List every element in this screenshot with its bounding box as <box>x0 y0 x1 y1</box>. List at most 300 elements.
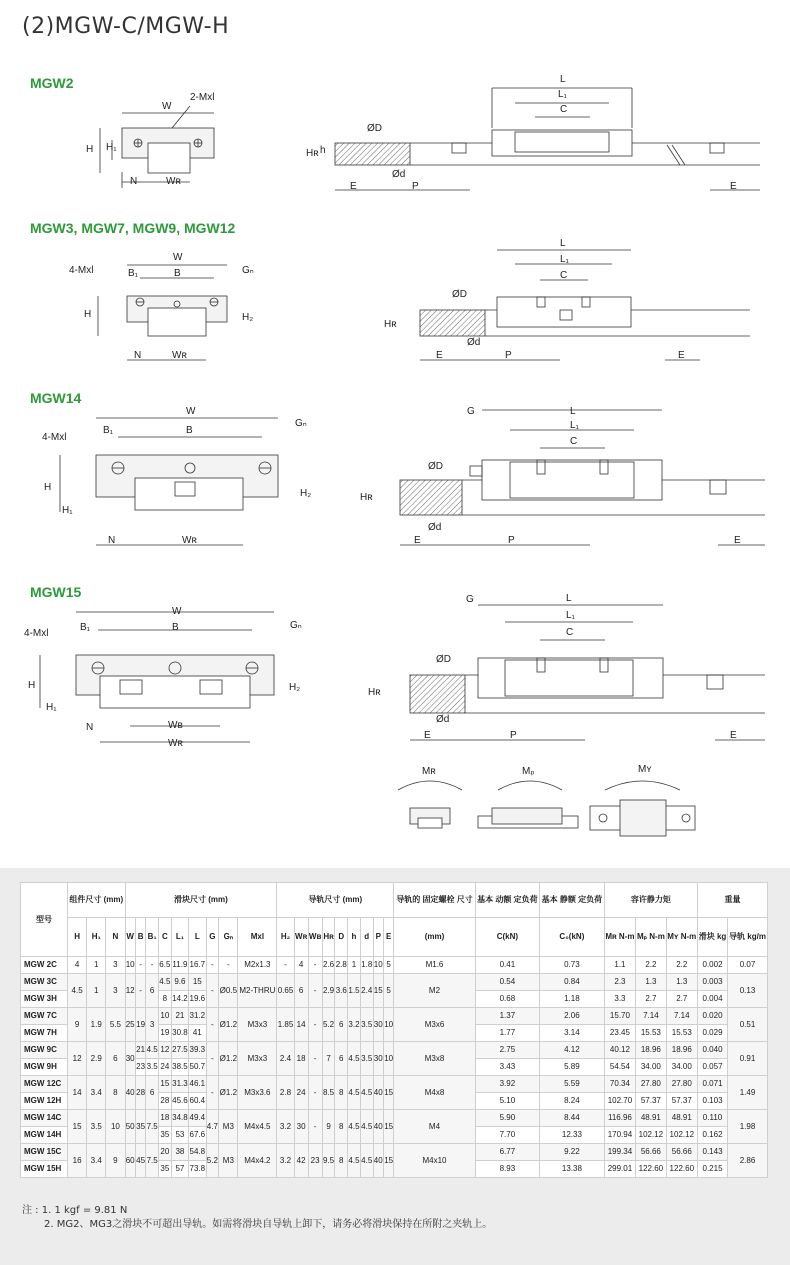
th-block: 滑块尺寸 (mm) <box>125 883 277 918</box>
table-cell: 14 <box>294 1008 308 1042</box>
table-cell: 23 <box>135 1059 145 1076</box>
table-cell: 25 <box>125 1008 135 1042</box>
table-cell: - <box>206 1008 219 1042</box>
dim-e2: E <box>734 535 741 546</box>
table-cell: 3.2 <box>277 1110 294 1144</box>
dim-l1: L₁ <box>558 89 567 100</box>
table-cell: 6 <box>335 1042 348 1076</box>
table-cell: 2.2 <box>666 957 698 974</box>
table-cell: 3.6 <box>335 974 348 1008</box>
table-cell: 10 <box>373 957 383 974</box>
table-cell: 4.5 <box>348 1144 361 1178</box>
table-row <box>21 1076 768 1093</box>
table-cell: 0.162 <box>698 1127 728 1144</box>
model-cell: MGW 15H <box>21 1161 68 1178</box>
table-cell: 40 <box>125 1076 135 1110</box>
table-cell: 1 <box>348 957 361 974</box>
table-cell: 2.6 <box>322 957 335 974</box>
table-cell: 8 <box>335 1076 348 1110</box>
table-cell: M4x4.2 <box>238 1144 277 1178</box>
table-cell: 30.8 <box>171 1025 188 1042</box>
th-col: Mxl <box>238 918 277 957</box>
table-cell: 0.029 <box>698 1025 728 1042</box>
table-cell: 8 <box>106 1076 125 1110</box>
table-cell: 18 <box>294 1042 308 1076</box>
table-cell: 10 <box>159 1008 172 1025</box>
table-cell: 35 <box>159 1161 172 1178</box>
spec-table <box>20 882 768 1178</box>
table-cell: 4 <box>68 957 87 974</box>
table-cell: 27.80 <box>636 1076 666 1093</box>
table-cell: 2.7 <box>666 991 698 1008</box>
table-cell: - <box>308 974 322 1008</box>
table-cell: 3.14 <box>540 1025 605 1042</box>
table-cell: - <box>308 1110 322 1144</box>
th-col: H₁ <box>87 918 106 957</box>
th-bolt: 导轨的 固定螺栓 尺寸 <box>394 883 475 918</box>
dim-wr: Wʀ <box>166 176 181 187</box>
th-col: Mʀ N-m <box>604 918 636 957</box>
moment-my-label: Mʏ <box>638 764 652 775</box>
section-label-mgw2: MGW2 <box>30 75 74 91</box>
table-cell: 1.77 <box>475 1025 540 1042</box>
dim-smalld: Ød <box>467 337 481 348</box>
table-cell: 15 <box>373 974 383 1008</box>
table-cell: 57 <box>171 1161 188 1178</box>
table-cell: 3 <box>106 974 125 1008</box>
table-cell: 39.3 <box>189 1042 206 1059</box>
table-cell: 4.5 <box>348 1110 361 1144</box>
dim-c: C <box>560 270 568 281</box>
table-cell: 1 <box>87 957 106 974</box>
table-cell: 4.7 <box>206 1110 219 1144</box>
table-cell: M2 <box>394 974 475 1008</box>
table-cell: M2-THRU <box>238 974 277 1008</box>
table-cell: M4x8 <box>394 1076 475 1110</box>
table-cell: 15 <box>68 1110 87 1144</box>
dim-e2: E <box>730 730 737 741</box>
dim-l: L <box>566 593 572 604</box>
table-cell: 34.00 <box>636 1059 666 1076</box>
table-cell: 7.5 <box>146 1110 159 1144</box>
th-col: C₀(kN) <box>540 918 605 957</box>
dim-l1: L₁ <box>570 420 579 431</box>
table-cell: 45 <box>135 1144 145 1178</box>
table-cell: 9 <box>322 1110 335 1144</box>
dim-smalld: Ød <box>436 714 450 725</box>
dim-hr: Hʀ <box>306 148 319 159</box>
table-cell: 7.5 <box>146 1144 159 1178</box>
table-cell: 21 <box>135 1042 145 1059</box>
table-cell: 57.37 <box>666 1093 698 1110</box>
table-cell: - <box>308 1008 322 1042</box>
table-cell: M3x3 <box>238 1042 277 1076</box>
spec-table-panel <box>0 868 790 1265</box>
table-cell: 3.2 <box>277 1144 294 1178</box>
dim-h: H <box>84 309 92 320</box>
table-cell: 2.3 <box>604 974 636 991</box>
table-cell: 1.49 <box>728 1076 768 1110</box>
mgw14-side-view <box>400 410 765 545</box>
table-cell: 0.73 <box>540 957 605 974</box>
table-cell: 6 <box>146 974 159 1008</box>
moment-diagrams <box>398 781 695 836</box>
table-cell: 11.9 <box>171 957 188 974</box>
dim-smalld: Ød <box>428 522 442 533</box>
model-cell: MGW 14C <box>21 1110 68 1127</box>
table-row <box>21 1110 768 1127</box>
table-cell: 12.33 <box>540 1127 605 1144</box>
dim-mxl: 4-Mxl <box>42 432 67 443</box>
table-cell: 10 <box>125 957 135 974</box>
model-cell: MGW 12H <box>21 1093 68 1110</box>
table-cell: 1.9 <box>87 1008 106 1042</box>
table-cell: 3.4 <box>87 1076 106 1110</box>
table-cell: - <box>308 957 322 974</box>
dim-p: P <box>505 350 512 361</box>
table-cell: 3.43 <box>475 1059 540 1076</box>
table-cell: 49.4 <box>189 1110 206 1127</box>
table-cell: 48.91 <box>666 1110 698 1127</box>
dim-p: P <box>510 730 517 741</box>
table-cell: 1.37 <box>475 1008 540 1025</box>
table-cell: 1.3 <box>636 974 666 991</box>
table-cell: 41 <box>189 1025 206 1042</box>
table-cell: 15 <box>159 1076 172 1093</box>
table-cell: Ø1.2 <box>219 1008 238 1042</box>
table-cell: 40 <box>373 1144 383 1178</box>
table-cell: M3x8 <box>394 1042 475 1076</box>
table-row <box>21 1008 768 1025</box>
model-cell: MGW 3H <box>21 991 68 1008</box>
table-cell: 28 <box>135 1076 145 1110</box>
th-col: d <box>360 918 373 957</box>
table-cell: 27.5 <box>171 1042 188 1059</box>
table-cell: 6.77 <box>475 1144 540 1161</box>
table-cell: 1 <box>87 974 106 1008</box>
dim-b1: B₁ <box>128 268 139 279</box>
model-cell: MGW 9H <box>21 1059 68 1076</box>
table-cell: 6 <box>146 1076 159 1110</box>
table-cell: 5.10 <box>475 1093 540 1110</box>
table-cell: 15 <box>383 1110 393 1144</box>
dim-hr: Hʀ <box>384 319 397 330</box>
model-cell: MGW 2C <box>21 957 68 974</box>
table-cell: 5 <box>383 974 393 1008</box>
dim-b1: B₁ <box>80 622 91 633</box>
th-col: h <box>348 918 361 957</box>
table-cell: - <box>308 1076 322 1110</box>
table-cell: 30 <box>125 1042 135 1076</box>
dim-smalld: Ød <box>392 169 406 180</box>
table-cell: 1.3 <box>666 974 698 991</box>
table-cell: 116.96 <box>604 1110 636 1127</box>
dim-b: B <box>186 425 193 436</box>
table-cell: 2.7 <box>636 991 666 1008</box>
table-cell: 6 <box>294 974 308 1008</box>
table-cell: 54.54 <box>604 1059 636 1076</box>
table-row <box>21 1144 768 1161</box>
mgw2-end-view <box>100 106 214 188</box>
table-cell: 40 <box>373 1076 383 1110</box>
table-cell: 12 <box>125 974 135 1008</box>
th-sta: 基本 静额 定负荷 <box>540 883 605 918</box>
table-cell: 2.4 <box>360 974 373 1008</box>
table-cell: Ø1.2 <box>219 1042 238 1076</box>
table-cell: 60.4 <box>189 1093 206 1110</box>
th-assembly: 组件尺寸 (mm) <box>68 883 126 918</box>
table-cell: 50 <box>125 1110 135 1144</box>
table-cell: 4.5 <box>348 1042 361 1076</box>
table-cell: 57.37 <box>636 1093 666 1110</box>
table-cell: 10 <box>106 1110 125 1144</box>
table-cell: 46.1 <box>189 1076 206 1093</box>
table-cell: 5.2 <box>206 1144 219 1178</box>
table-cell: 16.7 <box>189 957 206 974</box>
table-cell: 0.004 <box>698 991 728 1008</box>
table-cell: 15.70 <box>604 1008 636 1025</box>
table-cell: 6 <box>106 1042 125 1076</box>
dim-n: N <box>86 722 94 733</box>
dim-h2: H₂ <box>300 488 312 499</box>
table-cell: 0.002 <box>698 957 728 974</box>
table-cell: 56.66 <box>666 1144 698 1161</box>
dim-e2: E <box>678 350 685 361</box>
th-col: D <box>335 918 348 957</box>
dim-c: C <box>560 104 568 115</box>
table-cell: 8.44 <box>540 1110 605 1127</box>
th-moment: 容许静力矩 <box>604 883 697 918</box>
dim-h: H <box>86 144 94 155</box>
table-cell: 4.5 <box>360 1144 373 1178</box>
table-cell: 30 <box>373 1042 383 1076</box>
dim-p: P <box>508 535 515 546</box>
table-cell: 14.2 <box>171 991 188 1008</box>
mgw3-end-view <box>98 265 227 360</box>
model-cell: MGW 9C <box>21 1042 68 1059</box>
mgw15-side-view <box>410 605 765 740</box>
table-cell: 0.65 <box>277 974 294 1008</box>
table-cell: M3x6 <box>394 1008 475 1042</box>
table-cell: 15.53 <box>636 1025 666 1042</box>
dim-wr: Wʀ <box>172 350 187 361</box>
table-cell: 8.93 <box>475 1161 540 1178</box>
th-weight: 重量 <box>698 883 768 918</box>
dim-hr: Hʀ <box>360 492 373 503</box>
table-cell: 2.2 <box>636 957 666 974</box>
dim-l: L <box>570 406 576 417</box>
table-cell: 9 <box>68 1008 87 1042</box>
table-cell: 38 <box>171 1144 188 1161</box>
table-cell: - <box>308 1042 322 1076</box>
table-cell: - <box>135 974 145 1008</box>
table-cell: 5.89 <box>540 1059 605 1076</box>
table-row <box>21 974 768 991</box>
dim-e: E <box>436 350 443 361</box>
table-cell: 4.5 <box>360 1076 373 1110</box>
table-cell: 18.96 <box>636 1042 666 1059</box>
dim-h2: H₂ <box>289 682 301 693</box>
table-cell: 199.34 <box>604 1144 636 1161</box>
table-cell: 2.9 <box>87 1042 106 1076</box>
table-cell: 122.60 <box>636 1161 666 1178</box>
dim-mxl: 4-Mxl <box>24 628 49 639</box>
th-col: Gₙ <box>219 918 238 957</box>
dim-e: E <box>414 535 421 546</box>
table-cell: 7.70 <box>475 1127 540 1144</box>
model-cell: MGW 7H <box>21 1025 68 1042</box>
table-cell: M3x3 <box>238 1008 277 1042</box>
table-cell: 10 <box>383 1042 393 1076</box>
dim-bigd: ØD <box>428 461 443 472</box>
table-cell: 4.5 <box>348 1076 361 1110</box>
table-cell: 5 <box>383 957 393 974</box>
table-cell: 170.94 <box>604 1127 636 1144</box>
table-cell: - <box>146 957 159 974</box>
table-cell: 9.6 <box>171 974 188 991</box>
table-cell: 15 <box>189 974 206 991</box>
th-col: 导轨 kg/m <box>728 918 768 957</box>
table-cell: 4.5 <box>360 1110 373 1144</box>
page-title: (2)MGW-C/MGW-H <box>22 14 230 39</box>
model-cell: MGW 15C <box>21 1144 68 1161</box>
table-cell: 23.45 <box>604 1025 636 1042</box>
note-2: 2. MG2、MG3之滑块不可超出导轨。如需将滑块自导轨上卸下，请务必将滑块保持在所附之夹轨上。 <box>44 1219 493 1230</box>
table-cell: 10 <box>383 1008 393 1042</box>
dim-bigd: ØD <box>436 654 451 665</box>
table-cell: 56.66 <box>636 1144 666 1161</box>
table-cell: 3 <box>146 1008 159 1042</box>
dim-h2: H₂ <box>242 312 254 323</box>
table-cell: 54.8 <box>189 1144 206 1161</box>
model-cell: MGW 14H <box>21 1127 68 1144</box>
table-cell: 7.14 <box>636 1008 666 1025</box>
dim-l: L <box>560 238 566 249</box>
table-cell: 1.98 <box>728 1110 768 1144</box>
table-cell: 12 <box>159 1042 172 1059</box>
dim-h: H <box>44 482 52 493</box>
table-cell: 0.68 <box>475 991 540 1008</box>
dim-h1: H₁ <box>106 142 117 153</box>
dim-wr: Wʀ <box>182 535 197 546</box>
table-cell: 0.057 <box>698 1059 728 1076</box>
table-cell: 14 <box>68 1076 87 1110</box>
table-cell: - <box>277 957 294 974</box>
table-cell: 38.5 <box>171 1059 188 1076</box>
dim-g: G <box>466 594 474 605</box>
th-col: Wʀ <box>294 918 308 957</box>
dim-bigd: ØD <box>367 123 382 134</box>
table-cell: 102.12 <box>636 1127 666 1144</box>
mgw15-end-view <box>40 612 274 742</box>
table-cell: 8 <box>159 991 172 1008</box>
table-cell: 2.9 <box>322 974 335 1008</box>
table-cell: M4 <box>394 1110 475 1144</box>
moment-mp-label: Mₚ <box>522 766 535 777</box>
table-cell: 0.215 <box>698 1161 728 1178</box>
table-row <box>21 957 768 974</box>
table-cell: 5.59 <box>540 1076 605 1093</box>
table-cell: 12 <box>68 1042 87 1076</box>
table-cell: 102.70 <box>604 1093 636 1110</box>
table-cell: 19 <box>135 1008 145 1042</box>
notes <box>22 1204 492 1232</box>
table-cell: - <box>206 1076 219 1110</box>
dim-e: E <box>350 181 357 192</box>
th-dyn: 基本 动额 定负荷 <box>475 883 540 918</box>
note-1: 注 : 1. 1 kgf = 9.81 N <box>22 1205 128 1216</box>
table-cell: 28 <box>159 1093 172 1110</box>
table-cell: 1.8 <box>360 957 373 974</box>
table-cell: 35 <box>135 1110 145 1144</box>
table-cell: 7.14 <box>666 1008 698 1025</box>
section-label-mgw14: MGW14 <box>30 390 82 406</box>
table-cell: 2.4 <box>277 1042 294 1076</box>
table-cell: 3.5 <box>87 1110 106 1144</box>
dim-n: N <box>134 350 142 361</box>
table-cell: 19 <box>159 1025 172 1042</box>
table-cell: 4.5 <box>159 974 172 991</box>
dim-w: W <box>186 406 196 417</box>
table-cell: 9.22 <box>540 1144 605 1161</box>
table-cell: M4x4.5 <box>238 1110 277 1144</box>
table-cell: 0.071 <box>698 1076 728 1093</box>
dim-l1: L₁ <box>566 610 575 621</box>
table-cell: - <box>135 957 145 974</box>
table-cell: 30 <box>373 1008 383 1042</box>
table-cell: 15 <box>383 1144 393 1178</box>
table-cell: 15.53 <box>666 1025 698 1042</box>
th-col: P <box>373 918 383 957</box>
th-col: Mₚ N-m <box>636 918 666 957</box>
table-cell: 3.4 <box>87 1144 106 1178</box>
dim-e: E <box>424 730 431 741</box>
dim-hr: Hʀ <box>368 687 381 698</box>
table-cell: 8.5 <box>322 1076 335 1110</box>
model-cell: MGW 12C <box>21 1076 68 1093</box>
dim-gn: Gₙ <box>290 620 302 631</box>
th-col: B <box>135 918 145 957</box>
table-cell: M2x1.3 <box>238 957 277 974</box>
th-col: G <box>206 918 219 957</box>
table-cell: - <box>206 974 219 1008</box>
table-cell: 0.91 <box>728 1042 768 1076</box>
table-cell: 9.5 <box>322 1144 335 1178</box>
table-cell: 2.8 <box>277 1076 294 1110</box>
table-cell: 0.13 <box>728 974 768 1008</box>
table-cell: 30 <box>294 1110 308 1144</box>
table-cell: 53 <box>171 1127 188 1144</box>
table-cell: 7 <box>322 1042 335 1076</box>
table-cell: 299.01 <box>604 1161 636 1178</box>
table-cell: 8 <box>335 1110 348 1144</box>
dim-l: L <box>560 74 566 85</box>
th-col: 滑块 kg <box>698 918 728 957</box>
table-cell: Ø0.5 <box>219 974 238 1008</box>
th-col: W <box>125 918 135 957</box>
th-col: Hʀ <box>322 918 335 957</box>
table-cell: 0.040 <box>698 1042 728 1059</box>
table-cell: 5.5 <box>106 1008 125 1042</box>
table-cell: 9 <box>106 1144 125 1178</box>
table-cell: M3 <box>219 1144 238 1178</box>
table-cell: 35 <box>159 1127 172 1144</box>
table-cell: 67.6 <box>189 1127 206 1144</box>
table-cell: - <box>206 957 219 974</box>
table-cell: 0.41 <box>475 957 540 974</box>
dim-w: W <box>162 101 172 112</box>
table-cell: 1.5 <box>348 974 361 1008</box>
